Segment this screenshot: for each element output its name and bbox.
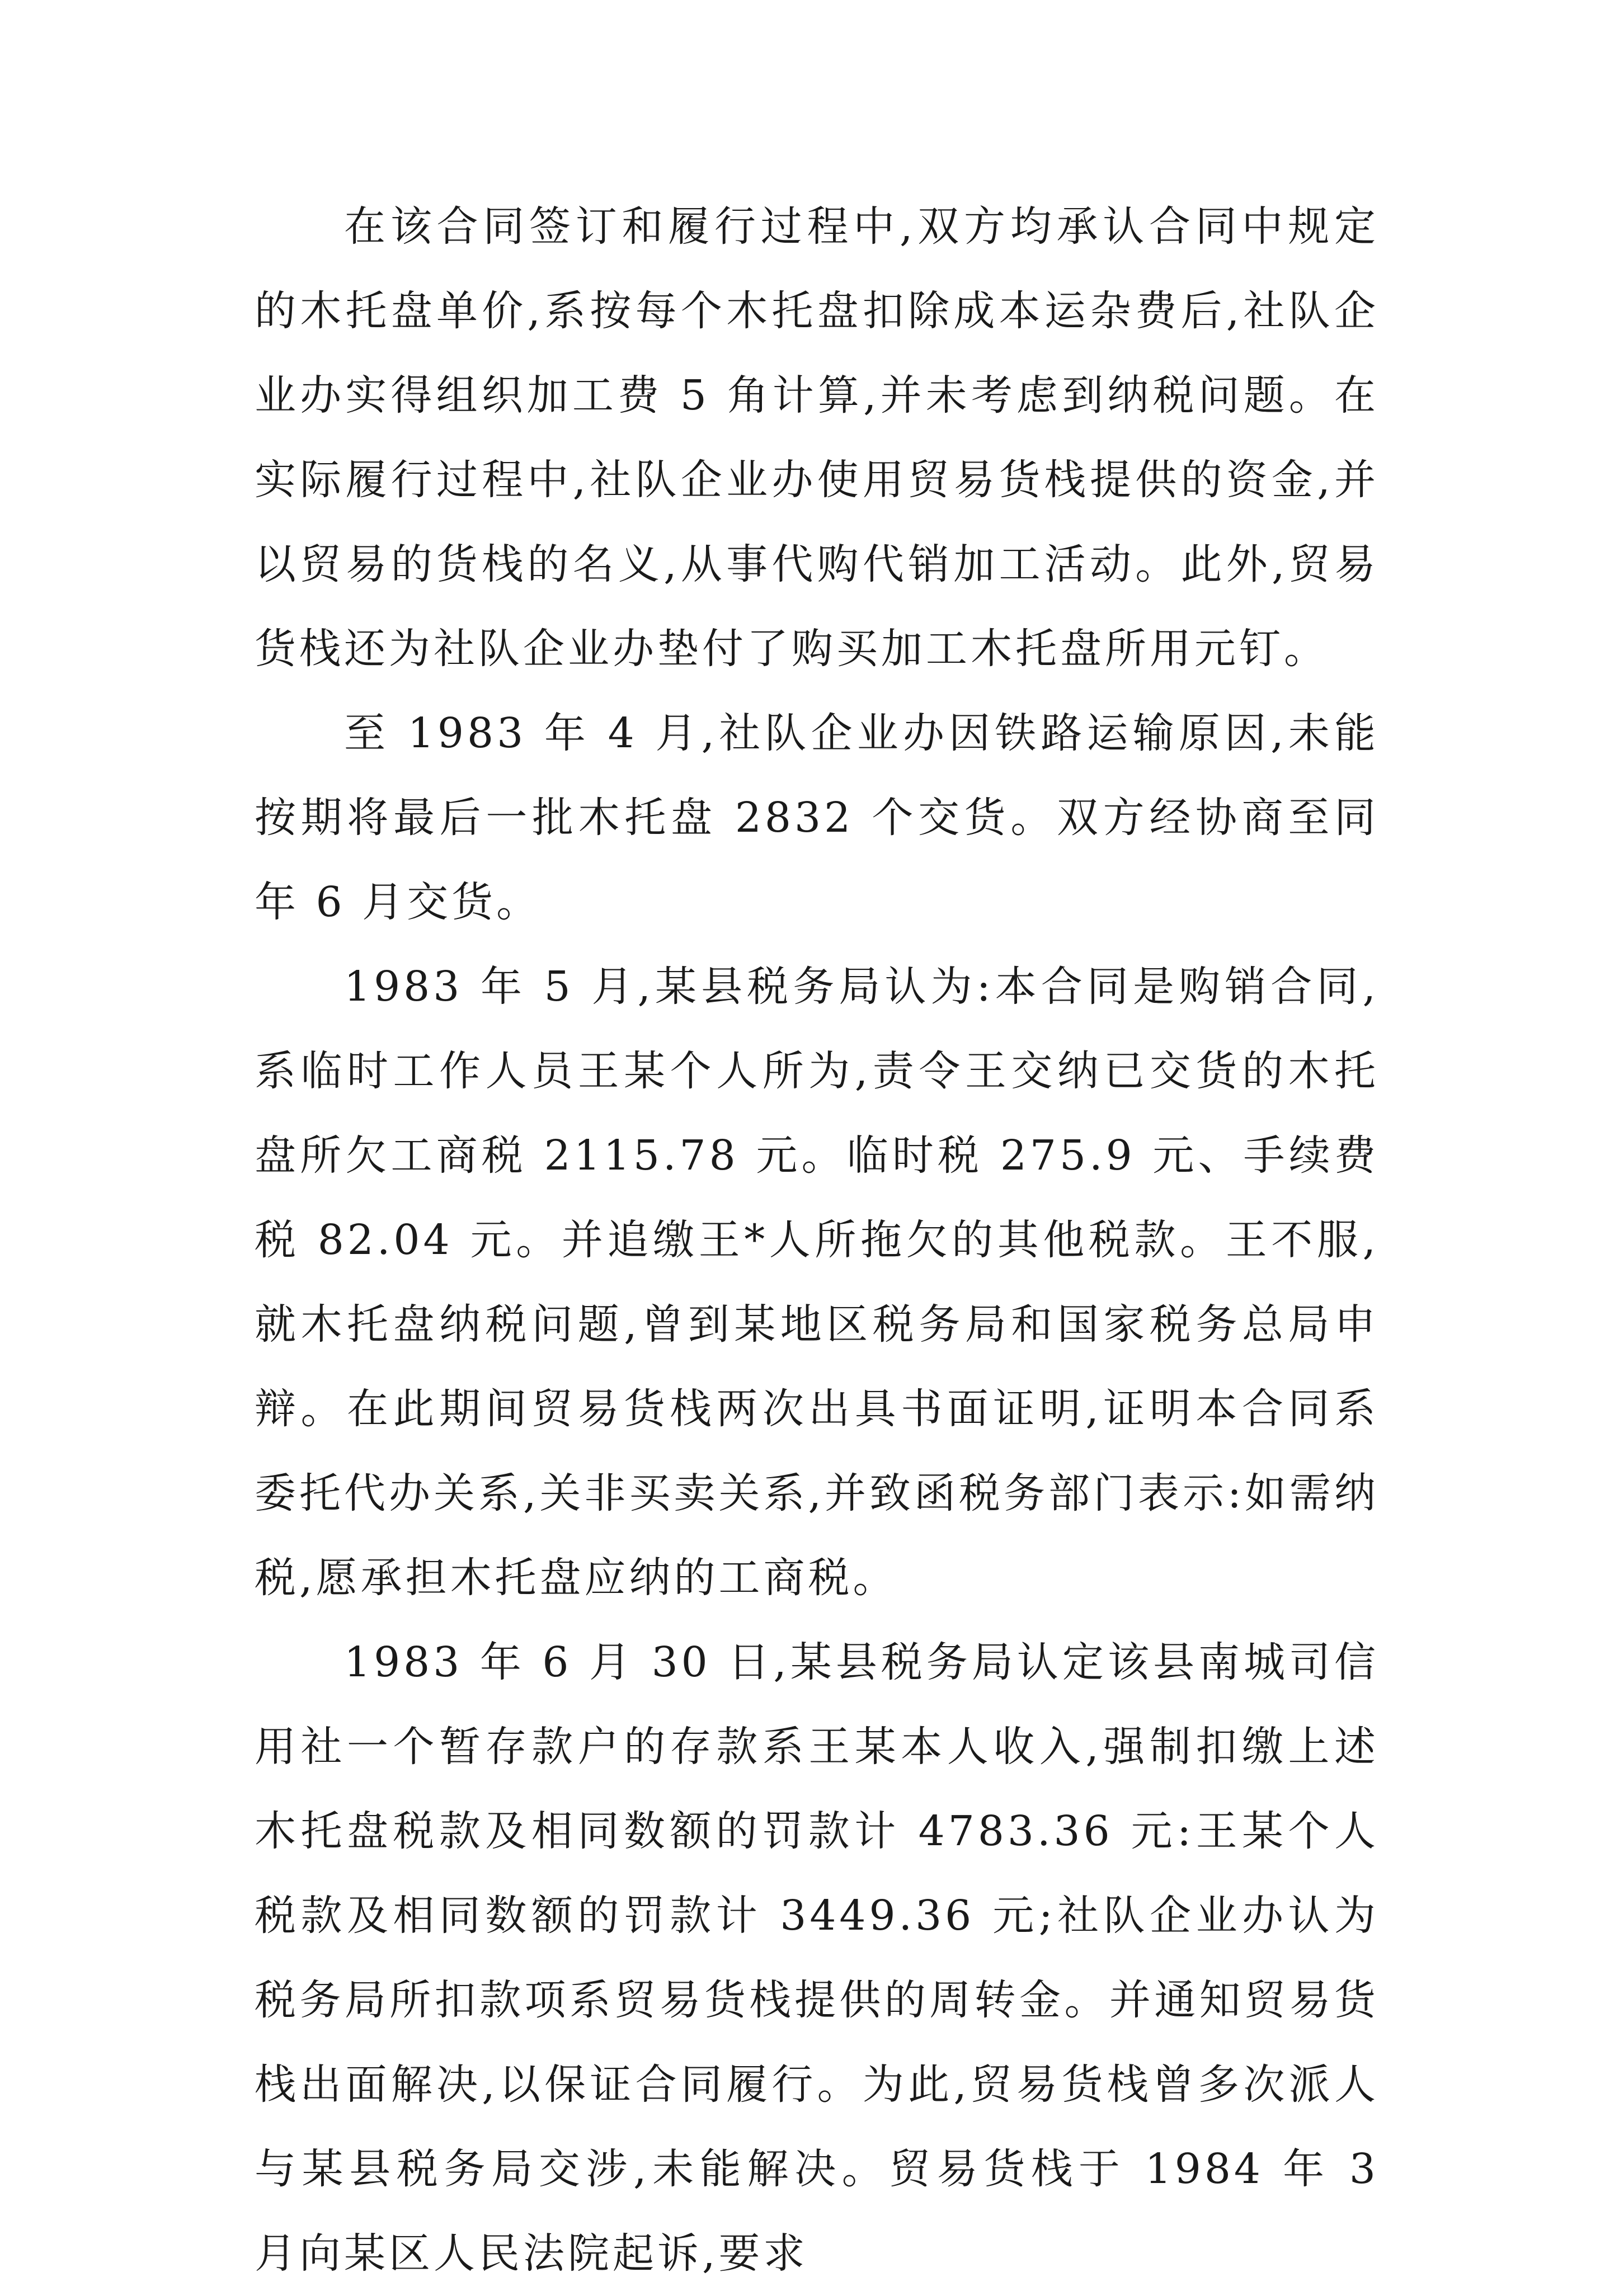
paragraph-delivery-delay: 至 1983 年 4 月,社队企业办因铁路运输原因,未能按期将最后一批木托盘 2832 个交货。双方经协商至同年 6 月交货。 [255, 709, 1379, 926]
paragraph-tax-bureau-ruling: 1983 年 5 月,某县税务局认为:本合同是购销合同,系临时工作人员王某个人所为,责令王交纳已交货的木托盘所欠工商税 2115.78 元。临时税 275.9 元、手续费税 82.04 元。并追缴王*人所拖欠的其他税款。王不服,就木托盘纳税问题,曾到某地区税务局和国家税务总局申辩。在此期间贸易货栈两次出具书面证明,证明本合同系委托代办关系,关非买卖关系,并致函税务部门表示:如需纳税,愿承担木托盘应纳的工商税。 [255, 963, 1379, 1602]
paragraph-contract-performance: 在该合同签订和履行过程中,双方均承认合同中规定的木托盘单价,系按每个木托盘扣除成本运杂费后,社队企业办实得组织加工费 5 角计算,并未考虑到纳税问题。在实际履行过程中,社队企业办使用贸易货栈提供的资金,并以贸易的货栈的名义,从事代购代销加工活动。此外,贸易货栈还为社队企业办垫付了购买加工木托盘所用元钉。 [255, 202, 1379, 673]
paragraph-tax-deduction: 1983 年 6 月 30 日,某县税务局认定该县南城司信用社一个暂存款户的存款系王某本人收入,强制扣缴上述木托盘税款及相同数额的罚款计 4783.36 元:王某个人税款及相同数额的罚款计 3449.36 元;社队企业办认为税务局所扣款项系贸易货栈提供的周转金。并通知贸易货栈出面解决,以保证合同履行。为此,贸易货栈曾多次派人与某县税务局交涉,未能解决。贸易货栈于 1984 年 3 月向某区人民法院起诉,要求 [255, 1638, 1379, 2278]
document-body [255, 185, 1379, 2296]
